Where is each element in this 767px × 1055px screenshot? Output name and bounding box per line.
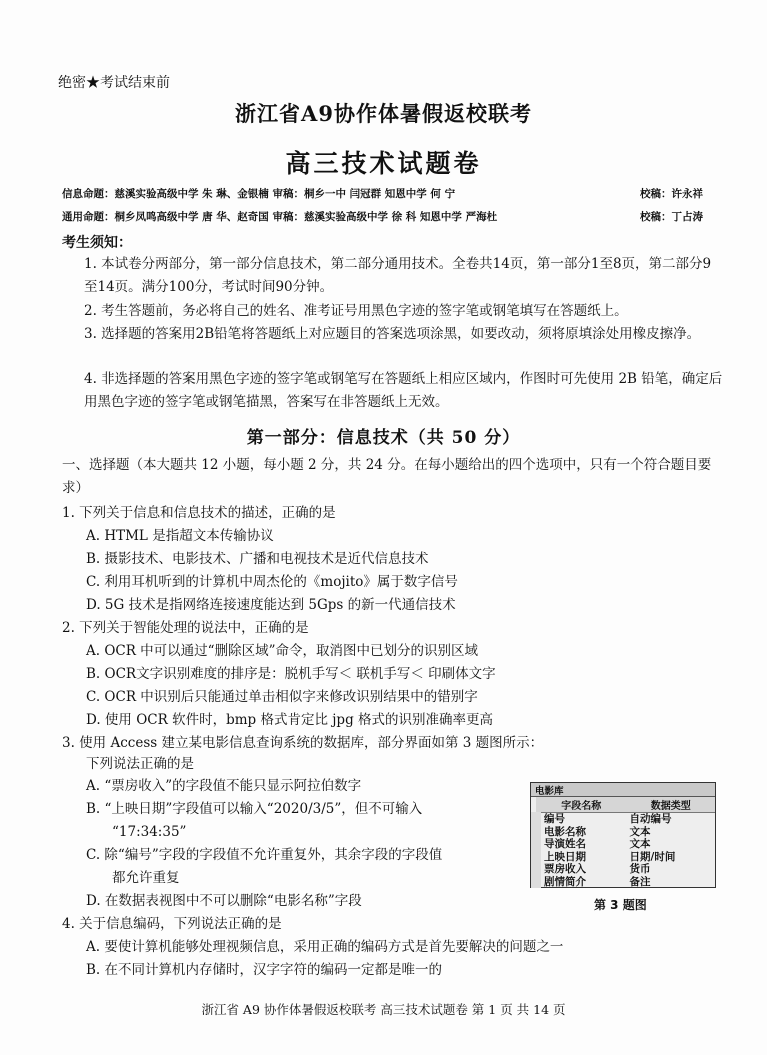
option: D. 使用 OCR 软件时，bmp 格式肯定比 jpg 格式的识别准确率更高 bbox=[86, 712, 493, 728]
option: A. “票房收入”的字段值不能只显示阿拉伯数字 bbox=[86, 778, 362, 794]
data-type: 文本 bbox=[629, 838, 651, 850]
table-row bbox=[536, 851, 715, 864]
table-row bbox=[536, 838, 715, 851]
data-type: 备注 bbox=[629, 875, 651, 888]
notice-item: 1. 本试卷分两部分，第一部分信息技术，第二部分通用技术。全卷共14页，第一部分1至8页，第二部分9至14页。满分100分，考试时间90分钟。 bbox=[84, 256, 712, 295]
exam-title: 浙江省A9协作体暑假返校联考 bbox=[235, 101, 532, 126]
table-row bbox=[536, 876, 715, 889]
figure-caption: 第 3 题图 bbox=[594, 898, 647, 912]
question-stem: 1. 下列关于信息和信息技术的描述，正确的是 bbox=[62, 505, 336, 521]
data-type: 日期/时间 bbox=[629, 850, 676, 863]
option: A. HTML 是指超文本传输协议 bbox=[86, 528, 274, 544]
option: C. 除“编号”字段的字段值不允许重复外，其余字段的字段值 bbox=[86, 847, 443, 863]
option: A. OCR 中可以通过“删除区域”命令，取消图中已划分的识别区域 bbox=[86, 643, 478, 659]
figure-window-title: 电影库 bbox=[531, 783, 715, 797]
option: A. 要使计算机能够处理视频信息，采用正确的编码方式是首先要解决的问题之一 bbox=[86, 939, 564, 955]
option: C. 利用耳机听到的计算机中周杰伦的《mojito》属于数字信号 bbox=[86, 574, 458, 590]
credits-line-2-right: 校稿：丁占涛 bbox=[640, 211, 703, 223]
option: B. “上映日期”字段值可以输入“2020/3/5”，但不可输入 bbox=[86, 801, 423, 817]
question-stem-cont: 下列说法正确的是 bbox=[86, 756, 194, 772]
notice-item: 3. 选择题的答案用2B铅笔将答题纸上对应题目的答案选项涂黑，如要改动，须将原填涂处用橡皮擦净。 bbox=[84, 326, 701, 342]
access-table-figure bbox=[530, 782, 716, 888]
data-type: 自动编号 bbox=[629, 813, 672, 825]
notice-item: 2. 考生答题前，务必将自己的姓名、准考证号用黑色字迹的签字笔或钢笔填写在答题纸上。 bbox=[84, 303, 628, 319]
field-table bbox=[531, 797, 715, 888]
data-type: 货币 bbox=[629, 863, 651, 875]
question-stem: 3. 使用 Access 建立某电影信息查询系统的数据库，部分界面如第 3 题图所示： bbox=[62, 735, 544, 751]
page-footer: 浙江省 A9 协作体暑假返校联考 高三技术试题卷 第 1 页 共 14 页 bbox=[201, 1002, 566, 1017]
question-stem: 4. 关于信息编码，下列说法正确的是 bbox=[62, 916, 282, 932]
table-row bbox=[536, 863, 715, 876]
option: B. OCR文字识别难度的排序是：脱机手写＜ 联机手写＜ 印刷体文字 bbox=[86, 666, 496, 682]
field-name: 电影名称 bbox=[536, 826, 626, 839]
exam-subtitle: 高三技术试题卷 bbox=[285, 149, 482, 178]
field-name: 编号 bbox=[536, 813, 626, 826]
field-name: 票房收入 bbox=[536, 863, 626, 876]
section-heading: 一、选择题（本大题共 12 小题，每小题 2 分，共 24 分。在每小题给出的四个选项中，只有一个符合题目要求） bbox=[62, 457, 712, 496]
question-stem: 2. 下列关于智能处理的说法中，正确的是 bbox=[62, 620, 309, 636]
credits-line-2: 通用命题：桐乡凤鸣高级中学 唐 华、赵奇国 审稿：慈溪实验高级中学 徐 科 知恩中学 严海杜 bbox=[62, 211, 498, 223]
field-name: 导演姓名 bbox=[536, 838, 626, 851]
option-cont: 都允许重复 bbox=[112, 870, 180, 886]
field-name: 剧情简介 bbox=[536, 876, 626, 889]
credits-line-1: 信息命题：慈溪实验高级中学 朱 琳、金银楠 审稿：桐乡一中 闫冠群 知恩中学 何 宁 bbox=[62, 188, 456, 200]
field-name-header: 字段名称 bbox=[536, 797, 626, 813]
option: D. 在数据表视图中不可以删除“电影名称”字段 bbox=[86, 893, 362, 909]
table-row bbox=[536, 813, 715, 826]
option: C. OCR 中识别后只能通过单击相似字来修改识别结果中的错别字 bbox=[86, 689, 478, 705]
table-row bbox=[536, 826, 715, 839]
field-name: 上映日期 bbox=[536, 851, 626, 864]
option-cont: “17:34:35” bbox=[112, 824, 187, 840]
notice-item: 4. 非选择题的答案用黑色字迹的签字笔或钢笔写在答题纸上相应区域内，作图时可先使用 2B 铅笔，确定后用黑色字迹的签字笔或钢笔描黑，答案写在非答题纸上无效。 bbox=[84, 371, 723, 410]
option: B. 在不同计算机内存储时，汉字字符的编码一定都是唯一的 bbox=[86, 962, 443, 978]
option: D. 5G 技术是指网络连接速度能达到 5Gps 的新一代通信技术 bbox=[86, 597, 456, 613]
data-type: 文本 bbox=[629, 825, 651, 838]
part-title: 第一部分：信息技术（共 50 分） bbox=[246, 428, 521, 448]
notice-title: 考生须知： bbox=[62, 235, 132, 251]
option: B. 摄影技术、电影技术、广播和电视技术是近代信息技术 bbox=[86, 551, 429, 567]
data-type-header: 数据类型 bbox=[626, 797, 715, 813]
credits-line-1-right: 校稿：许永祥 bbox=[640, 188, 703, 200]
confidential-label: 绝密★考试结束前 bbox=[58, 75, 170, 91]
